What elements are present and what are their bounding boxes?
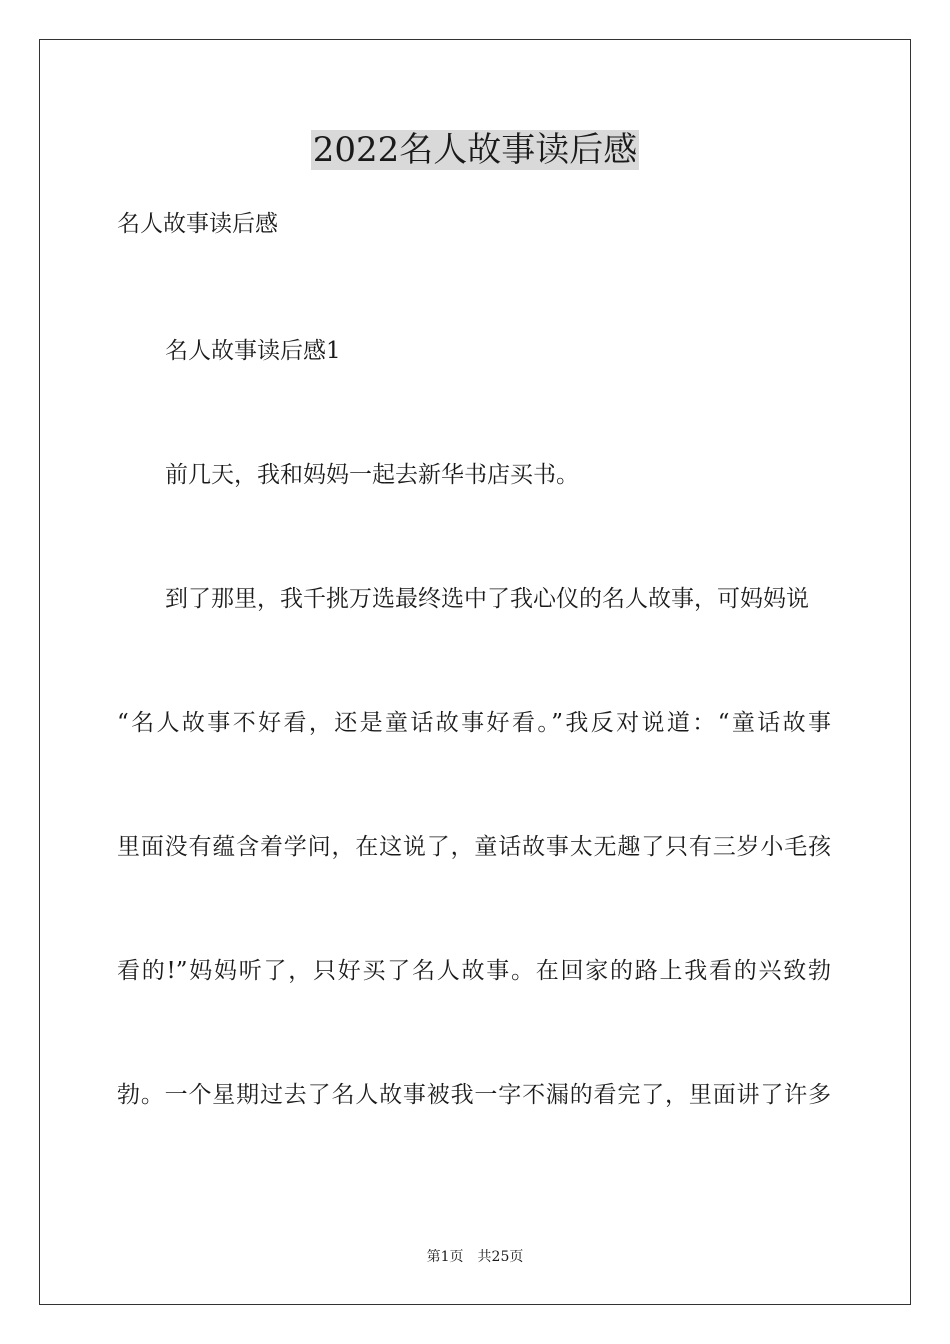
paragraph-line: “名人故事不好看，还是童话故事好看。”我反对说道：“童话故事 [117,710,831,736]
page-number-footer: 第1页 共25页 [426,1249,524,1265]
paragraph-line: 勃。一个星期过去了名人故事被我一字不漏的看完了，里面讲了许多 [117,1082,831,1108]
paragraph-line: 看的!”妈妈听了，只好买了名人故事。在回家的路上我看的兴致勃 [117,958,831,984]
document-title [0,128,950,172]
section-heading: 名人故事读后感1 [165,338,341,364]
document-subtitle: 名人故事读后感 [117,211,278,237]
document-title-text: 2022名人故事读后感 [312,130,638,170]
paragraph-line: 前几天，我和妈妈一起去新华书店买书。 [165,462,579,488]
paragraph-line: 里面没有蕴含着学问，在这说了，童话故事太无趣了只有三岁小毛孩 [117,834,831,860]
paragraph-line: 到了那里，我千挑万选最终选中了我心仪的名人故事，可妈妈说 [165,586,809,612]
